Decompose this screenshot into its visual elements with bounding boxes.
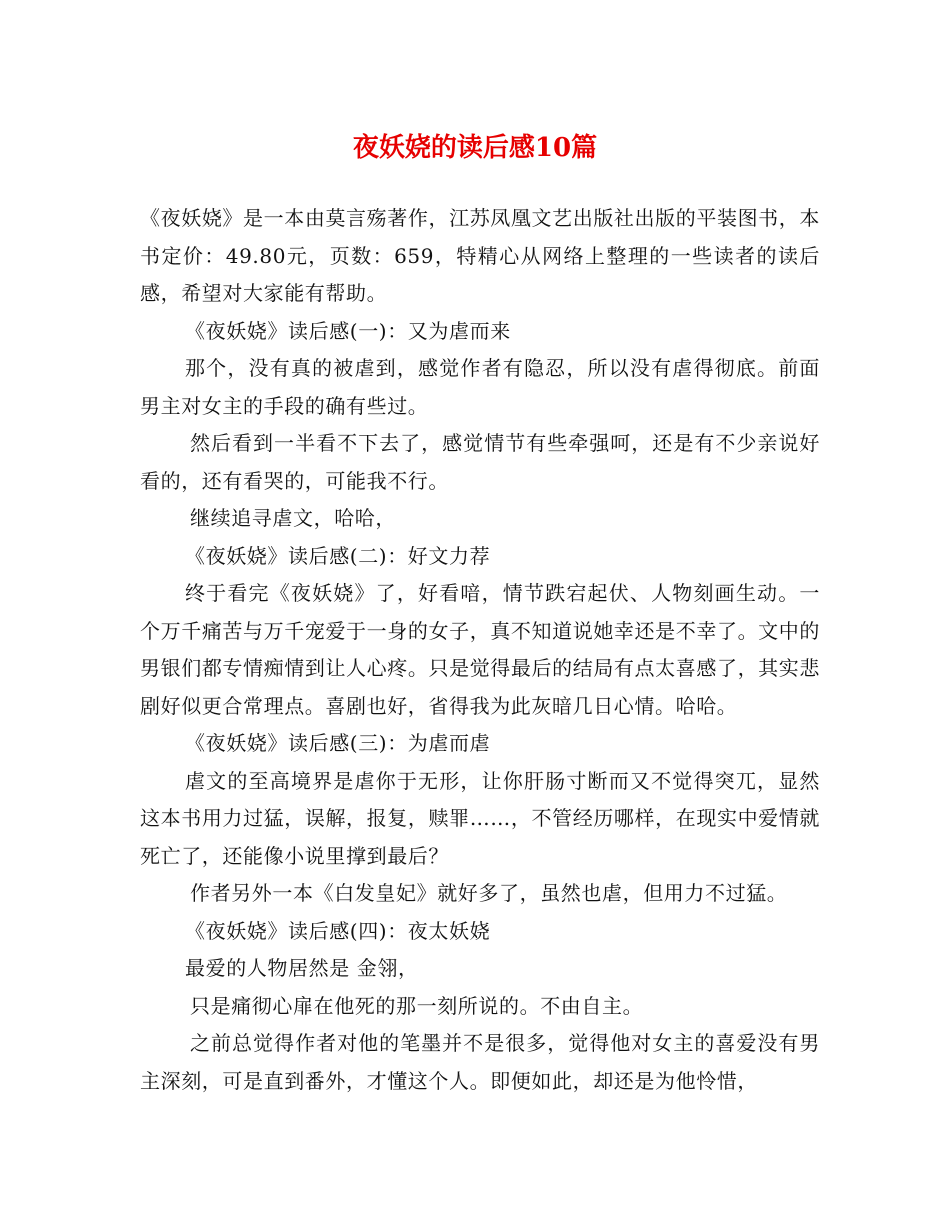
paragraph: 终于看完《夜妖娆》了，好看喑，情节跌宕起伏、人物刻画生动。一个万千痛苦与万千宠爱于一身的女子，真不知道说她幸还是不幸了。文中的男银们都专情痴情到让人心疼。只是觉得最后的结局有点太喜感了，其实悲剧好似更合常理点。喜剧也好，省得我为此灰暗几日心情。哈哈。 (140, 581, 820, 718)
paragraph: 继续追寻虐文，哈哈， (190, 506, 396, 530)
document-body (140, 200, 820, 1100)
paragraph-intro: 《夜妖娆》是一本由莫言殇著作，江苏凤凰文艺出版社出版的平装图书，本书定价：49.80元，页数：659，特精心从网络上整理的一些读者的读后感，希望对大家能有帮助。 (140, 206, 820, 305)
paragraph: 然后看到一半看不下去了，感觉情节有些牵强呵，还是有不少亲说好看的，还有看哭的，可能我不行。 (140, 431, 820, 493)
paragraph: 最爱的人物居然是 金翎， (185, 956, 419, 980)
paragraph: 作者另外一本《白发皇妃》就好多了，虽然也虐，但用力不过猛。 (190, 881, 788, 905)
section-heading-3: 《夜妖娆》读后感(三)：为虐而虐 (185, 731, 491, 755)
document-title: 夜妖娆的读后感10篇 (352, 133, 598, 163)
section-heading-1: 《夜妖娆》读后感(一)：又为虐而来 (185, 318, 511, 343)
section-heading-2: 《夜妖娆》读后感(二)：好文力荐 (185, 543, 491, 568)
paragraph: 之前总觉得作者对他的笔墨并不是很多，觉得他对女主的喜爱没有男主深刻，可是直到番外，才懂这个人。即便如此，却还是为他怜惜， (140, 1031, 820, 1093)
paragraph: 只是痛彻心扉在他死的那一刻所说的。不由自主。 (190, 993, 644, 1018)
section-heading-4: 《夜妖娆》读后感(四)：夜太妖娆 (185, 918, 491, 943)
paragraph: 那个，没有真的被虐到，感觉作者有隐忍，所以没有虐得彻底。前面男主对女主的手段的确有些过。 (140, 356, 820, 418)
paragraph: 虐文的至高境界是虐你于无形，让你肝肠寸断而又不觉得突兀，显然这本书用力过猛，误解，报复，赎罪……，不管经历哪样，在现实中爱情就死亡了，还能像小说里撑到最后？ (140, 768, 820, 868)
